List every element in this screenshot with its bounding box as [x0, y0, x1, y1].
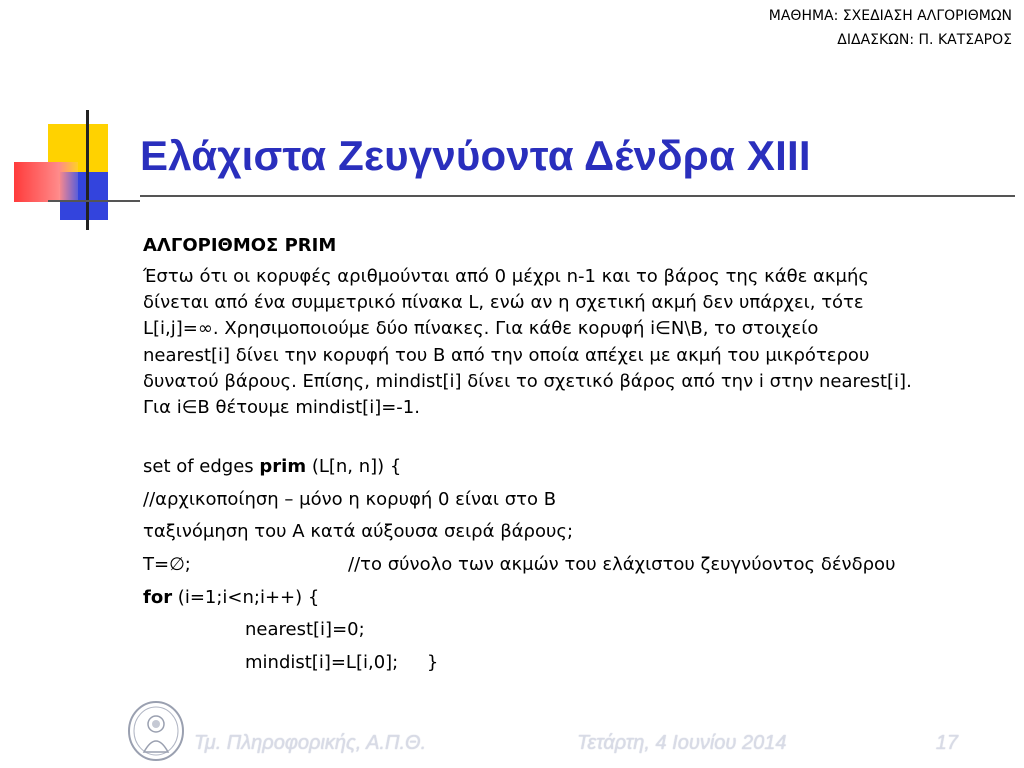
horizontal-line — [48, 200, 140, 202]
slide-body — [143, 232, 1003, 679]
code-keyword: for — [143, 586, 173, 608]
code-text: set of edges — [143, 456, 260, 478]
code-line: ταξινόμηση του A κατά αύξουσα σειρά βάρους; — [143, 521, 574, 543]
university-seal-icon — [127, 700, 185, 762]
footer-date: Τετάρτη, 4 Ιουνίου 2014 — [577, 732, 787, 754]
code-text: (i=1;i<n;i++) { — [172, 586, 320, 608]
paragraph-line: nearest[i] δίνει την κορυφή του B από την οποία απέχει με ακμή του μικρότερου — [143, 344, 870, 366]
code-line: nearest[i]=0; — [245, 619, 365, 641]
decorative-squares — [0, 110, 140, 230]
paragraph-line: Για i∈B θέτουμε mindist[i]=-1. — [143, 397, 420, 419]
course-label: ΜΑΘΗΜΑ: ΣΧΕΔΙΑΣΗ ΑΛΓΟΡΙΘΜΩΝ — [768, 8, 1012, 24]
code-comment-line: //αρχικοποίηση – μόνο η κορυφή 0 είναι στο B — [143, 488, 557, 510]
code-keyword: prim — [259, 456, 307, 478]
paragraph-line: L[i,j]=∞. Χρησιμοποιούμε δύο πίνακες. Για κάθε κορυφή i∈N\B, το στοιχείο — [143, 318, 819, 340]
code-text: (L[n, n]) { — [306, 456, 402, 478]
code-text: T=∅; — [143, 554, 191, 575]
title-divider — [140, 195, 1015, 197]
paragraph-line: Έστω ότι οι κορυφές αριθμούνται από 0 μέχρι n-1 και το βάρος της κάθε ακμής — [143, 266, 869, 287]
red-square — [14, 162, 78, 202]
instructor-label: ΔΙΔΑΣΚΩΝ: Π. ΚΑΤΣΑΡΟΣ — [837, 32, 1012, 48]
section-heading: ΑΛΓΟΡΙΘΜΟΣ PRIM — [143, 235, 337, 256]
slide-title: Ελάχιστα Ζευγνύοντα Δένδρα XIII — [140, 132, 811, 179]
paragraph-line: δυνατού βάρους. Επίσης, mindist[i] δίνει το σχετικό βάρος από την i στην nearest[i]. — [143, 370, 912, 392]
vertical-line — [86, 110, 89, 230]
code-line — [143, 582, 1003, 615]
code-line — [143, 451, 1003, 484]
footer-page-number: 17 — [935, 732, 958, 754]
code-comment: //το σύνολο των ακμών του ελάχιστου ζευγνύοντος δένδρου — [348, 554, 896, 575]
paragraph-line: δίνεται από ένα συμμετρικό πίνακα L, ενώ αν η σχετική ακμή δεν υπάρχει, τότε — [143, 292, 864, 314]
footer-department: Τμ. Πληροφορικής, Α.Π.Θ. — [194, 732, 427, 754]
code-line — [143, 549, 1003, 582]
code-line: mindist[i]=L[i,0]; } — [245, 651, 439, 673]
